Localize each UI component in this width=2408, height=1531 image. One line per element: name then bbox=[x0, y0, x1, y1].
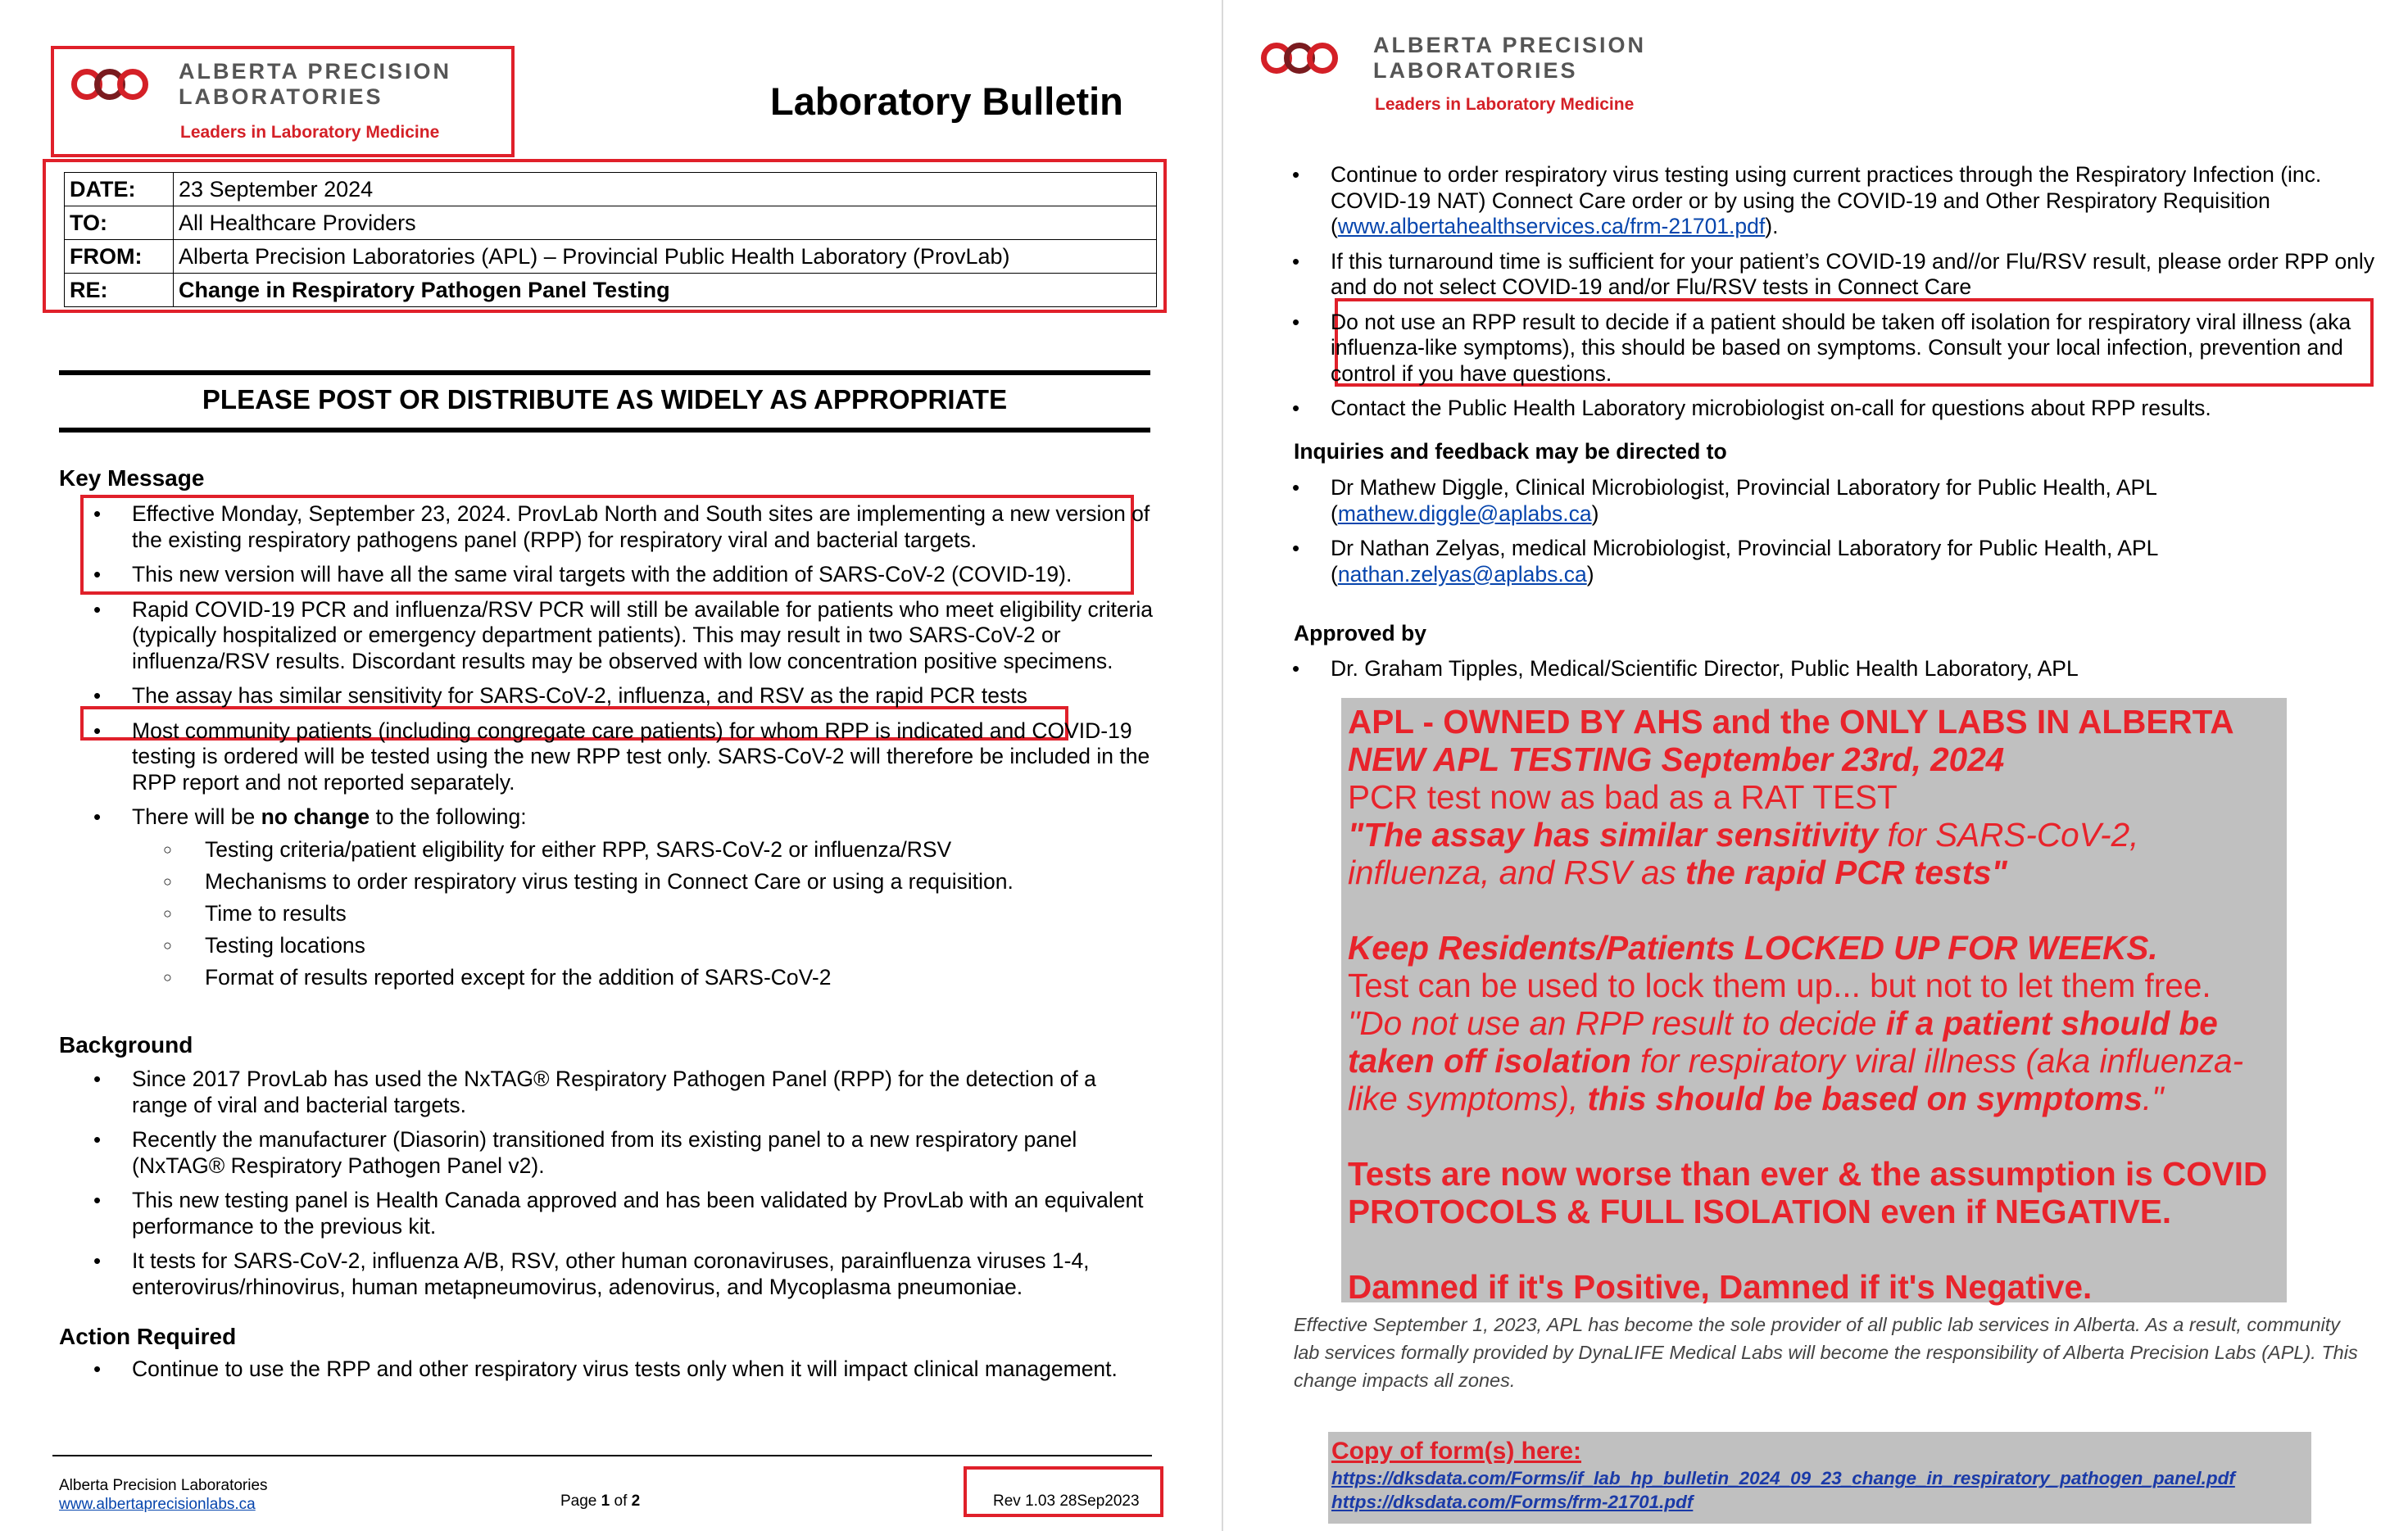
distribution-banner: PLEASE POST OR DISTRIBUTE AS WIDELY AS APPROPRIATE bbox=[202, 384, 1008, 414]
contact-email-link[interactable]: mathew.diggle@aplabs.ca bbox=[1337, 501, 1592, 526]
callout-line: Keep Residents/Patients LOCKED UP FOR WEEKS. bbox=[1348, 929, 2158, 967]
sub-list-item: ○ Time to results bbox=[132, 899, 1165, 928]
list-item: • Do not use an RPP result to decide if a patient should be taken off isolation for respiratory viral illness (aka influenza-like symptoms), this should be based on symptoms. Consult your local infection, prevention and control if you have questions. bbox=[1258, 310, 2388, 387]
page-pre: Page bbox=[560, 1492, 601, 1510]
key-message-title: Key Message bbox=[59, 465, 205, 491]
inquiries-title: Inquiries and feedback may be directed to bbox=[1294, 439, 1727, 464]
list-item: • Contact the Public Health Laboratory microbiologist on-call for questions about RPP results. bbox=[1258, 396, 2388, 422]
page2-bullet-list bbox=[1258, 162, 2388, 431]
dynalife-note: Effective September 1, 2023, APL has become the sole provider of all public lab services in Alberta. As a result, community lab services formally provided by DynaLIFE Medical Labs will become the responsibility of Alberta Precision Labs (APL). This change impacts all zones. bbox=[1294, 1314, 2358, 1391]
form-pdf-link[interactable]: https://dksdata.com/Forms/frm-21701.pdf bbox=[1331, 1492, 1694, 1512]
background-list bbox=[59, 1067, 1149, 1309]
quote-part: for SARS-CoV-2, influenza, and RSV as bbox=[1348, 816, 2139, 891]
no-change-list bbox=[132, 836, 1165, 992]
list-item: • If this turnaround time is sufficient for your patient’s COVID-19 and//or Flu/RSV result, please order RPP only and do not select COVID-19 and/or Flu/RSV tests in Connect Care bbox=[1258, 249, 2388, 301]
list-item bbox=[1258, 162, 2388, 240]
commentary-callout bbox=[1341, 698, 2287, 1306]
bulletin-page-2 bbox=[1222, 0, 2408, 1531]
bulletin-pdf-link[interactable]: https://dksdata.com/Forms/if_lab_hp_bulletin_2024_09_23_change_in_respiratory_pathogen_panel.pdf bbox=[1331, 1468, 2235, 1488]
quote-part: "The assay has similar sensitivity bbox=[1348, 816, 1879, 854]
revision-label: Rev 1.03 28Sep2023 bbox=[993, 1492, 1140, 1510]
callout-line: NEW APL TESTING September 23rd, 2024 bbox=[1348, 741, 2005, 778]
banner-top-rule bbox=[59, 370, 1150, 375]
callout-line: Damned if it's Positive, Damned if it's Negative. bbox=[1348, 1268, 2093, 1306]
callout-line: APL - OWNED BY AHS and the ONLY LABS IN ALBERTA bbox=[1348, 703, 2234, 741]
no-change-pre: There will be bbox=[132, 804, 261, 829]
key-message-list bbox=[59, 501, 1165, 1001]
logo-line-1: ALBERTA PRECISION bbox=[1373, 33, 1647, 57]
list-item: • The assay has similar sensitivity for SARS-CoV-2, influenza, and RSV as the rapid PCR tests bbox=[59, 683, 1165, 709]
contact-item: • Dr Mathew Diggle, Clinical Microbiologist, Provincial Laboratory for Public Health, APL (mathew.diggle@aplabs.ca) bbox=[1258, 475, 2388, 527]
bullet-text-end: ). bbox=[1765, 214, 1779, 238]
contact-name: Dr Mathew Diggle, Clinical Microbiologist, Provincial Laboratory for Public Health, APL bbox=[1331, 475, 2157, 500]
quote-part: if a patient should be taken off isolation bbox=[1348, 1004, 2218, 1080]
requisition-link[interactable]: www.albertahealthservices.ca/frm-21701.pdf bbox=[1337, 214, 1766, 238]
sub-list-item: ○ Mechanisms to order respiratory virus testing in Connect Care or using a requisition. bbox=[132, 867, 1165, 896]
quote-part: for respiratory viral illness (aka influenza-like symptoms), bbox=[1348, 1042, 2244, 1117]
list-item: • Effective Monday, September 23, 2024. ProvLab North and South sites are implementing a new version of the existing respiratory pathogens panel (RPP) for respiratory viral and bacterial targets. bbox=[59, 501, 1165, 553]
no-change-bold: no change bbox=[261, 804, 370, 829]
bullet-text: Continue to order respiratory virus testing using current practices through the Respiratory Infection (inc. COVID-19 NAT) Connect Care order or by using the COVID-19 and Other Respiratory Requisition ( bbox=[1331, 162, 2322, 238]
sub-list-item: ○ Format of results reported except for the addition of SARS-CoV-2 bbox=[132, 963, 1165, 992]
quote-part: this should be based on symptoms bbox=[1587, 1080, 2143, 1117]
callout-line: Tests are now worse than ever & the assumption is COVID PROTOCOLS & FULL ISOLATION even if NEGATIVE. bbox=[1348, 1155, 2268, 1230]
bulletin-title: Laboratory Bulletin bbox=[770, 79, 1123, 123]
logo-line-2: LABORATORIES bbox=[179, 84, 383, 109]
banner-bottom-rule bbox=[59, 428, 1150, 433]
quote-part: ." bbox=[2142, 1080, 2164, 1117]
page-num: 1 bbox=[601, 1492, 610, 1510]
contacts-list bbox=[1258, 475, 2388, 596]
copy-forms-box bbox=[1328, 1432, 2311, 1524]
page-number bbox=[560, 1492, 640, 1511]
header-key: FROM: bbox=[65, 240, 174, 274]
header-key: DATE: bbox=[65, 173, 174, 206]
list-item: • Recently the manufacturer (Diasorin) transitioned from its existing panel to a new respiratory panel (NxTAG® Respiratory Pathogen Panel v2). bbox=[59, 1127, 1149, 1179]
contact-item: • Dr Nathan Zelyas, medical Microbiologist, Provincial Laboratory for Public Health, APL (nathan.zelyas@aplabs.ca) bbox=[1258, 536, 2388, 587]
list-item: • Dr. Graham Tipples, Medical/Scientific Director, Public Health Laboratory, APL bbox=[1258, 656, 2388, 682]
list-item: • Continue to use the RPP and other respiratory virus tests only when it will impact clinical management. bbox=[59, 1357, 1165, 1383]
list-item: • This new testing panel is Health Canada approved and has been validated by ProvLab with an equivalent performance to the previous kit. bbox=[59, 1188, 1149, 1239]
footer-rule bbox=[52, 1455, 1152, 1456]
logo-tagline: Leaders in Laboratory Medicine bbox=[180, 123, 440, 142]
copy-forms-title: Copy of form(s) here: bbox=[1331, 1438, 1582, 1465]
logo-line-1: ALBERTA PRECISION bbox=[179, 59, 452, 84]
sub-list-item: ○ Testing criteria/patient eligibility for either RPP, SARS-CoV-2 or influenza/RSV bbox=[132, 836, 1165, 864]
sub-list-item: ○ Testing locations bbox=[132, 931, 1165, 960]
approved-title: Approved by bbox=[1294, 621, 1426, 645]
no-change-post: to the following: bbox=[370, 804, 527, 829]
logo-tagline: Leaders in Laboratory Medicine bbox=[1375, 95, 1635, 114]
list-item-no-change bbox=[59, 804, 1165, 992]
quote-part: "Do not use an RPP result to decide bbox=[1348, 1004, 1886, 1042]
header-row-re bbox=[65, 274, 1157, 307]
footer-org-block bbox=[59, 1476, 268, 1514]
callout-quote-1 bbox=[1348, 816, 2280, 891]
footer-url-link[interactable]: www.albertaprecisionlabs.ca bbox=[59, 1496, 256, 1513]
contact-name: Dr Nathan Zelyas, medical Microbiologist, Provincial Laboratory for Public Health, APL bbox=[1331, 536, 2159, 560]
list-item: • Rapid COVID-19 PCR and influenza/RSV PCR will still be available for patients who meet eligibility criteria (typically hospitalized or emergency department patients). This may result in two SARS-CoV-2 or influenza/RSV results. Discordant results may be observed with low concentration positive specimens. bbox=[59, 597, 1165, 675]
callout-line: Test can be used to lock them up... but not to let them free. bbox=[1348, 967, 2211, 1004]
quote-part: the rapid PCR tests bbox=[1685, 854, 1992, 891]
header-key: RE: bbox=[65, 274, 174, 307]
list-item: • Since 2017 ProvLab has used the NxTAG® Respiratory Pathogen Panel (RPP) for the detection of a range of viral and bacterial targets. bbox=[59, 1067, 1149, 1118]
list-item: • It tests for SARS-CoV-2, influenza A/B, RSV, other human coronaviruses, parainfluenza viruses 1-4, enterovirus/rhinovirus, human metapneumovirus, adenovirus, and Mycoplasma pneumoniae. bbox=[59, 1248, 1149, 1300]
approved-list bbox=[1258, 656, 2388, 691]
header-row-date bbox=[65, 173, 1157, 206]
header-table bbox=[64, 172, 1157, 307]
header-value: Alberta Precision Laboratories (APL) – Provincial Public Health Laboratory (ProvLab) bbox=[174, 240, 1157, 274]
list-item: • Most community patients (including congregate care patients) for whom RPP is indicated and COVID-19 testing is ordered will be tested using the new RPP test only. SARS-CoV-2 will therefore be included in the RPP report and not reported separately. bbox=[59, 718, 1165, 796]
contact-email-link[interactable]: nathan.zelyas@aplabs.ca bbox=[1337, 561, 1587, 587]
action-title: Action Required bbox=[59, 1324, 237, 1349]
header-key: TO: bbox=[65, 206, 174, 240]
header-row-from bbox=[65, 240, 1157, 274]
quote-part: " bbox=[1991, 854, 2007, 891]
header-value: Change in Respiratory Pathogen Panel Testing bbox=[174, 274, 1157, 307]
footer-org: Alberta Precision Laboratories bbox=[59, 1477, 268, 1494]
callout-quote-2 bbox=[1348, 1004, 2280, 1117]
list-item: • This new version will have all the same viral targets with the addition of SARS-CoV-2 (COVID-19). bbox=[59, 562, 1165, 588]
action-list bbox=[59, 1357, 1165, 1392]
callout-line: PCR test now as bad as a RAT TEST bbox=[1348, 778, 1898, 816]
logo-line-2: LABORATORIES bbox=[1373, 58, 1578, 83]
header-row-to bbox=[65, 206, 1157, 240]
page-total: 2 bbox=[631, 1492, 641, 1510]
header-value: 23 September 2024 bbox=[174, 173, 1157, 206]
header-value: All Healthcare Providers bbox=[174, 206, 1157, 240]
page-mid: of bbox=[610, 1492, 632, 1510]
background-title: Background bbox=[59, 1032, 193, 1058]
